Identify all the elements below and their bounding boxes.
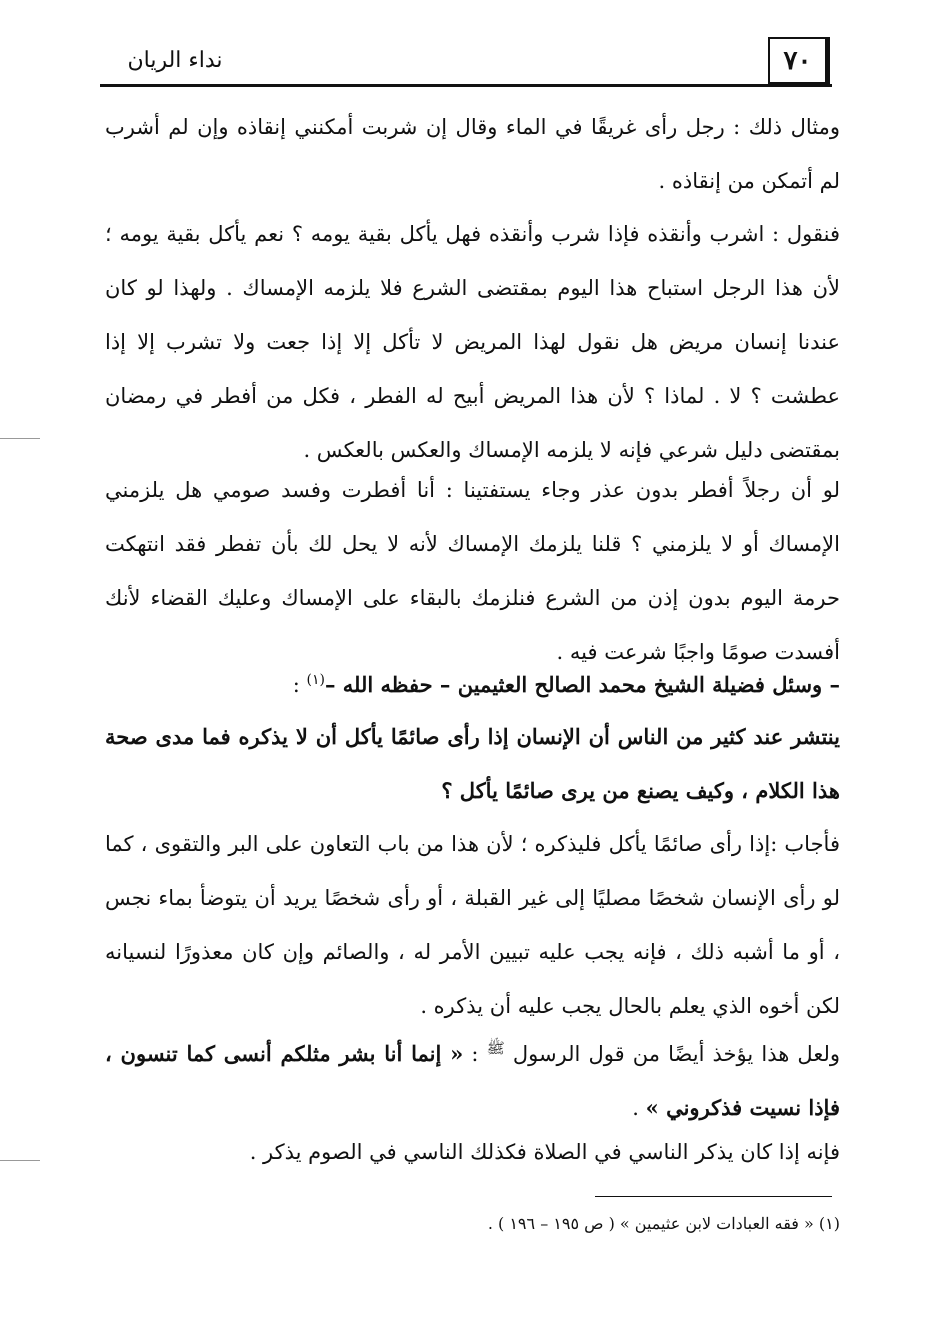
- hadith-quote: « إنما أنا بشر مثلكم أنسى كما تنسون ، فإذا نسيت فذكروني »: [105, 1041, 840, 1120]
- running-title: نداء الريان: [127, 48, 223, 73]
- question-intro: [105, 653, 840, 712]
- paragraph-answer-drink: فنقول : اشرب وأنقذه فإذا شرب وأنقذه فهل يأكل بقية يومه ؟ نعم يأكل بقية يومه ؛ لأن هذا الرجل استباح هذا اليوم بمقتضى الشرع فلا يلزمه الإمساك . ولهذا لو كان عندنا إنسان مريض هل نقول لهذا المريض لا تأكل إلا إذا جعت ولا تشرب إلا إذا عطشت ؟ لا . لماذا ؟ لأن هذا المريض أبيح له الفطر ، فكل من أفطر في رمضان بمقتضى دليل شرعي فإنه لا يلزمه الإمساك والعكس بالعكس .: [105, 222, 840, 462]
- hadith-paragraph: [105, 1021, 840, 1135]
- question-intro-text: – وسئل فضيلة الشيخ محمد الصالح العثيمين – حفظه الله –: [324, 672, 840, 697]
- header-rule: [100, 84, 832, 87]
- hadith-intro: ولعل هذا يؤخذ أيضًا من قول الرسول: [504, 1042, 840, 1066]
- salawat-symbol: ﷺ: [486, 1039, 505, 1057]
- page-number: ٧٠: [768, 37, 830, 85]
- conclusion-paragraph: فإنه إذا كان يذكر الناسي في الصلاة فكذلك الناسي في الصوم يذكر .: [249, 1140, 840, 1164]
- question-intro-colon: :: [292, 673, 307, 697]
- paragraph-no-excuse: لو أن رجلاً أفطر بدون عذر وجاء يستفتينا : أنا أفطرت وفسد صومي هل يلزمني الإمساك أو لا يلزمني ؟ قلنا يلزمك الإمساك لأنه لا يحل لك بأن تفطر فقد انتهكت حرمة اليوم بدون إذن من الشرع فنلزمك بالبقاء على الإمساك وعليك القضاء لأنك أفسدت صومًا واجبًا شرعت فيه .: [105, 478, 840, 664]
- margin-scan-mark: [0, 1160, 40, 1161]
- footnote-rule: [595, 1196, 832, 1197]
- hadith-colon: :: [463, 1042, 487, 1066]
- footnote: (١) « فقه العبادات لابن عثيمين » ( ص ١٩٥ – ١٩٦ ) .: [487, 1214, 840, 1233]
- question-text: ينتشر عند كثير من الناس أن الإنسان إذا رأى صائمًا يأكل أن لا يذكره فما مدى صحة هذا الكلام ، وكيف يصنع من يرى صائمًا يأكل ؟: [105, 724, 840, 803]
- hadith-end: .: [632, 1096, 646, 1120]
- answer-text: فأجاب :إذا رأى صائمًا يأكل فليذكره ؛ لأن هذا من باب التعاون على البر والتقوى ، كما لو رأى الإنسان شخصًا مصليًا إلى غير القبلة ، أو رأى شخصًا يريد أن يتوضأ بماء نجس ، أو ما أشبه ذلك ، فإنه يجب عليه تبيين الأمر له ، والصائم وإن كان معذورًا لنسيانه لكن أخوه الذي يعلم بالحال يجب عليه أن يذكره .: [105, 832, 840, 1018]
- paragraph-example: ومثال ذلك : رجل رأى غريقًا في الماء وقال إن شربت أمكنني إنقاذه وإن لم أشرب لم أتمكن من إنقاذه .: [105, 115, 840, 193]
- margin-scan-mark: [0, 438, 40, 439]
- footnote-ref: (١): [306, 672, 325, 688]
